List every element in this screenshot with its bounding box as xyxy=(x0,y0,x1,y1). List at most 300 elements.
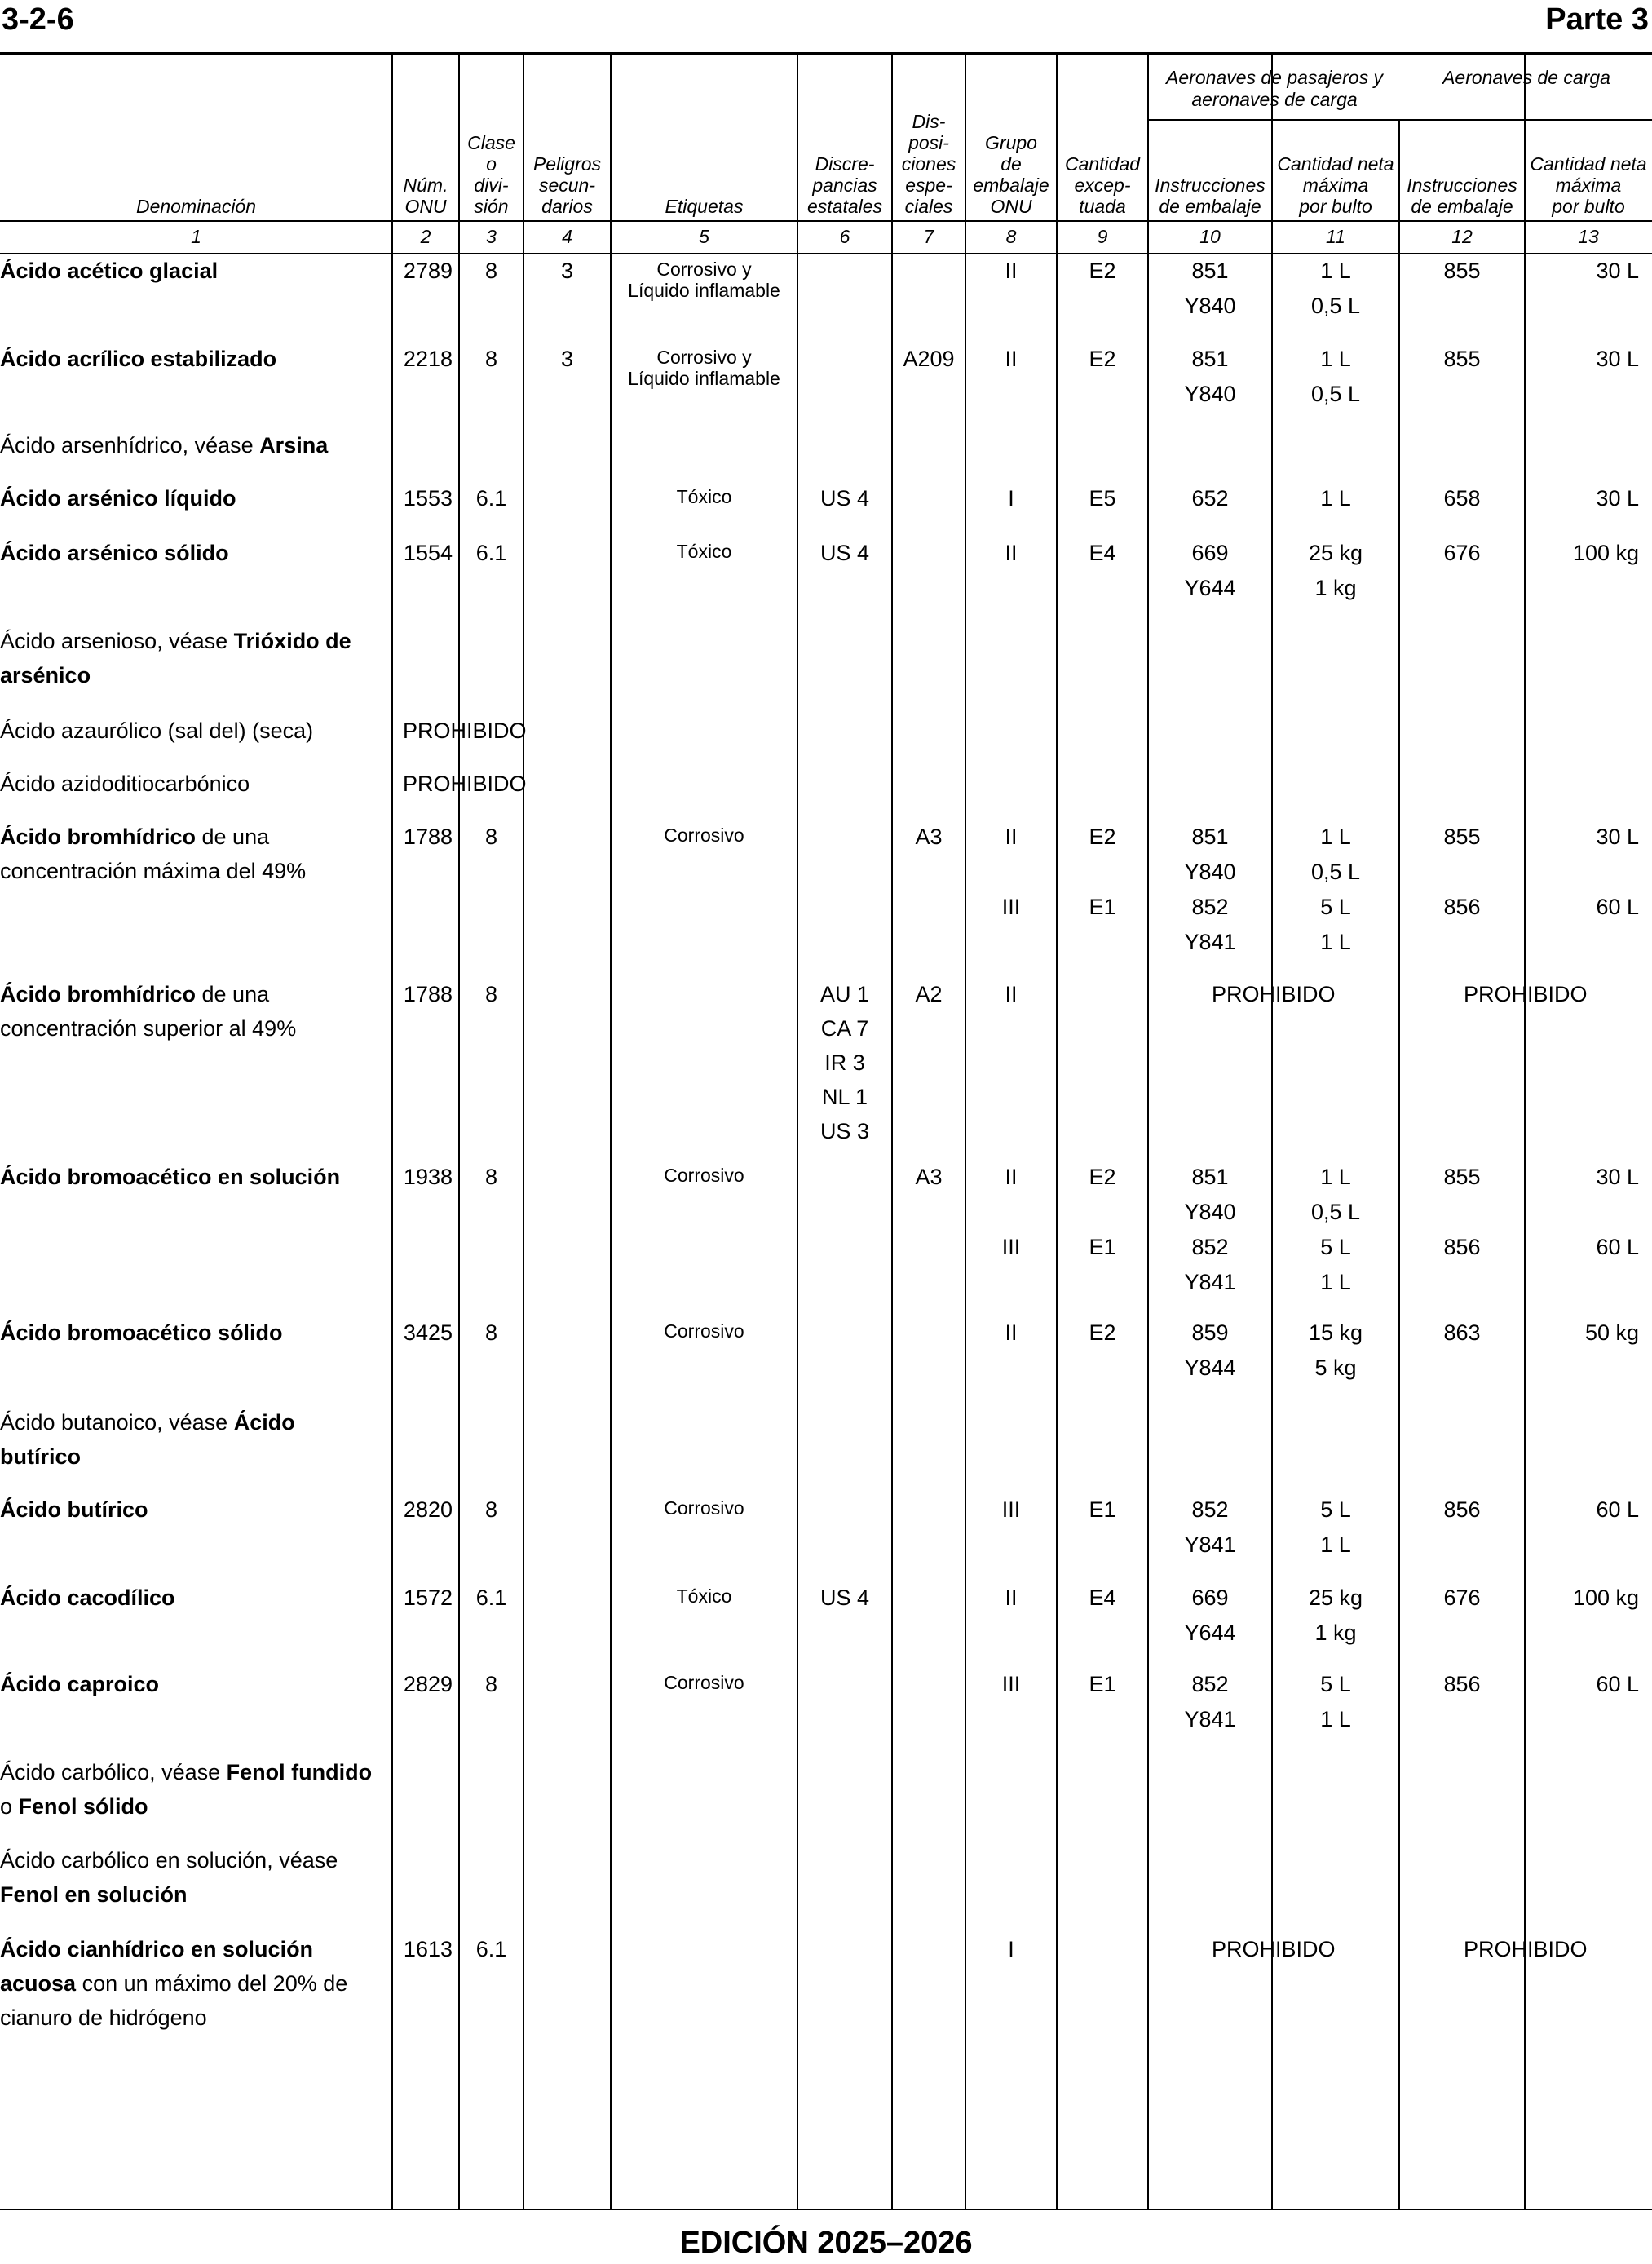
packing-group: III xyxy=(1001,895,1021,919)
excepted-quantity: E4 xyxy=(1089,1585,1116,1610)
substance-name-line xyxy=(0,1405,387,1439)
plain-text: cianuro de hidrógeno xyxy=(0,2005,207,2030)
un-number: 2829 xyxy=(403,1672,453,1696)
bold-text: Ácido caproico xyxy=(0,1672,160,1696)
passenger-packing-instruction: 652 xyxy=(1191,486,1229,511)
substance-name xyxy=(0,1316,387,1350)
column-heading xyxy=(892,111,965,217)
plain-text: Ácido butanoico, véase xyxy=(0,1410,234,1435)
passenger-max-quantity: 1 kg xyxy=(1314,576,1357,600)
column-heading-line: Grupo xyxy=(985,132,1037,153)
substance-name xyxy=(0,342,387,376)
substance-name-line xyxy=(0,1755,387,1789)
passenger-max-quantity: 1 kg xyxy=(1314,1621,1357,1645)
column-heading-line: Dis- xyxy=(912,111,946,132)
part-title: Parte 3 xyxy=(1545,2,1649,37)
cargo-forbidden-text: PROHIBIDO xyxy=(1464,1937,1588,1961)
hazard-label xyxy=(611,536,797,562)
column-heading xyxy=(1148,175,1272,217)
column-number: 8 xyxy=(1005,226,1017,247)
column-heading-line: Cantidad neta xyxy=(1530,153,1647,175)
plain-text: Ácido arsenioso, véase xyxy=(0,629,234,653)
column-heading-line: máxima xyxy=(1555,175,1622,196)
packing-group: II xyxy=(1005,1320,1018,1345)
column-heading xyxy=(523,153,611,217)
substance-name-line xyxy=(0,1667,387,1701)
passenger-packing-instruction: 852 xyxy=(1191,1235,1229,1259)
column-heading-line: sión xyxy=(474,196,509,217)
passenger-packing-instruction: 669 xyxy=(1191,1585,1229,1610)
column-divider xyxy=(523,55,524,2209)
column-heading-line: ciales xyxy=(904,196,953,217)
passenger-packing-instruction: 851 xyxy=(1191,259,1229,283)
column-heading xyxy=(965,132,1057,217)
substance-name-line xyxy=(0,536,387,570)
column-number: 9 xyxy=(1097,226,1108,247)
state-variation: AU 1 xyxy=(819,982,870,1006)
substance-name xyxy=(0,624,387,692)
passenger-packing-instruction: 852 xyxy=(1191,1497,1229,1522)
bold-text: Arsina xyxy=(259,433,329,458)
column-heading-line: tuada xyxy=(1079,196,1126,217)
passenger-max-quantity: 0,5 L xyxy=(1310,860,1361,884)
cargo-packing-instruction: 676 xyxy=(1443,1585,1481,1610)
substance-name xyxy=(0,428,387,462)
packing-group: I xyxy=(1008,486,1014,511)
passenger-packing-instruction: Y644 xyxy=(1184,1621,1236,1645)
bold-text: Ácido acrílico estabilizado xyxy=(0,347,277,371)
bold-text: Fenol sólido xyxy=(18,1794,148,1819)
hazard-label-line: Tóxico xyxy=(676,1585,732,1607)
cargo-packing-instruction: 856 xyxy=(1443,1497,1481,1522)
passenger-packing-instruction: Y840 xyxy=(1184,382,1236,406)
substance-name-line xyxy=(0,254,387,288)
column-heading-line: Núm. xyxy=(403,175,448,196)
cargo-packing-instruction: 855 xyxy=(1443,1165,1481,1189)
special-provision: A209 xyxy=(903,347,955,371)
passenger-aircraft-group-title: Aeronaves de pasajeros y aeronaves de carga xyxy=(1166,67,1383,110)
column-heading xyxy=(611,196,797,217)
special-provision: A3 xyxy=(915,825,943,849)
column-heading-line: pancias xyxy=(812,175,877,196)
column-number: 11 xyxy=(1326,226,1345,247)
column-number: 13 xyxy=(1578,226,1599,247)
substance-name-line xyxy=(0,342,387,376)
state-variation: US 3 xyxy=(819,1119,870,1143)
substance-name-line xyxy=(0,714,387,748)
passenger-packing-instruction: Y840 xyxy=(1184,860,1236,884)
bold-text: butírico xyxy=(0,1444,81,1469)
state-variation: IR 3 xyxy=(824,1050,865,1075)
substance-name-line xyxy=(0,1316,387,1350)
substance-name-line xyxy=(0,1966,387,2001)
passenger-max-quantity: 5 L xyxy=(1320,895,1351,919)
plain-text: Ácido azidoditiocarbónico xyxy=(0,772,250,796)
column-heading-line: Clase xyxy=(467,132,515,153)
substance-name-line xyxy=(0,1877,387,1912)
cargo-packing-instruction: 863 xyxy=(1443,1320,1481,1345)
cargo-max-quantity: 30 L xyxy=(1596,259,1639,283)
packing-group: II xyxy=(1005,541,1018,565)
bold-text: Ácido cacodílico xyxy=(0,1585,175,1610)
column-heading-line: Cantidad neta xyxy=(1277,153,1394,175)
column-divider xyxy=(391,55,393,2209)
special-provision: A2 xyxy=(915,982,943,1006)
passenger-max-quantity: 5 L xyxy=(1320,1672,1351,1696)
state-variation: NL 1 xyxy=(821,1085,868,1109)
column-number: 2 xyxy=(420,226,431,247)
excepted-quantity: E2 xyxy=(1089,825,1116,849)
bottom-rule xyxy=(0,2209,1652,2210)
excepted-quantity: E4 xyxy=(1089,541,1116,565)
substance-name xyxy=(0,820,387,888)
column-heading-line: ONU xyxy=(990,196,1032,217)
column-heading-line: por bulto xyxy=(1552,196,1625,217)
hazard-label xyxy=(611,1492,797,1519)
column-heading xyxy=(1057,153,1148,217)
class-division: 8 xyxy=(484,347,498,371)
excepted-quantity: E2 xyxy=(1089,347,1116,371)
hazard-label xyxy=(611,1581,797,1607)
substance-name-line xyxy=(0,481,387,515)
packing-group: II xyxy=(1005,259,1018,283)
substance-name-line xyxy=(0,624,387,658)
column-heading-line: de embalaje xyxy=(1159,196,1261,217)
passenger-packing-instruction: Y840 xyxy=(1184,1200,1236,1224)
packing-group: II xyxy=(1005,347,1018,371)
cargo-max-quantity: 60 L xyxy=(1596,1672,1639,1696)
excepted-quantity: E2 xyxy=(1089,1165,1116,1189)
substance-name-line xyxy=(0,1581,387,1615)
column-heading-line: posi- xyxy=(908,132,949,153)
passenger-forbidden-text: PROHIBIDO xyxy=(1212,1937,1336,1961)
plain-text: concentración máxima del 49% xyxy=(0,859,307,883)
group-divider-line xyxy=(1148,119,1652,121)
un-number: 1554 xyxy=(403,541,453,565)
bold-text: Fenol en solución xyxy=(0,1882,188,1907)
class-division: 8 xyxy=(484,982,498,1006)
column-heading-line: secun- xyxy=(538,175,596,196)
column-heading-line: ONU xyxy=(404,196,447,217)
substance-name xyxy=(0,977,387,1046)
bold-text: Ácido xyxy=(233,1410,295,1435)
cargo-max-quantity: 30 L xyxy=(1596,825,1639,849)
substance-name xyxy=(0,1932,387,2035)
un-number: 3425 xyxy=(403,1320,453,1345)
plain-text: Ácido carbólico, véase xyxy=(0,1760,227,1784)
substance-name-line xyxy=(0,1492,387,1527)
excepted-quantity: E2 xyxy=(1089,1320,1116,1345)
passenger-packing-instruction: 851 xyxy=(1191,1165,1229,1189)
passenger-max-quantity: 1 L xyxy=(1320,486,1351,511)
substance-name xyxy=(0,1581,387,1615)
column-heading-line: embalaje xyxy=(973,175,1049,196)
hazard-label xyxy=(611,1316,797,1342)
substance-name xyxy=(0,1667,387,1701)
forbidden-text: PROHIBIDO xyxy=(403,772,527,796)
hazard-label-line: Corrosivo y xyxy=(656,259,752,280)
cargo-max-quantity: 30 L xyxy=(1596,1165,1639,1189)
column-heading-line: Discre- xyxy=(815,153,875,175)
passenger-packing-instruction: Y844 xyxy=(1184,1355,1236,1380)
substance-name xyxy=(0,1843,387,1912)
column-number: 6 xyxy=(839,226,850,247)
passenger-max-quantity: 5 L xyxy=(1320,1497,1351,1522)
passenger-max-quantity: 1 L xyxy=(1320,259,1351,283)
hazard-label xyxy=(611,342,797,389)
substance-name-line xyxy=(0,977,387,1011)
passenger-packing-instruction: Y840 xyxy=(1184,294,1236,318)
substance-name-line xyxy=(0,658,387,692)
cargo-max-quantity: 60 L xyxy=(1596,895,1639,919)
column-divider xyxy=(1524,55,1526,2209)
column-heading-line: Denominación xyxy=(135,196,257,217)
column-divider xyxy=(458,55,460,2209)
substance-name xyxy=(0,1160,387,1194)
column-heading-line: darios xyxy=(541,196,593,217)
class-division: 6.1 xyxy=(475,486,507,511)
passenger-max-quantity: 1 L xyxy=(1320,1270,1351,1294)
substance-name-line xyxy=(0,854,387,888)
column-heading-line: de xyxy=(1000,153,1022,175)
passenger-packing-instruction: 669 xyxy=(1191,541,1229,565)
un-number: 2218 xyxy=(403,347,453,371)
top-rule xyxy=(0,52,1652,55)
forbidden-text: PROHIBIDO xyxy=(403,719,527,743)
passenger-max-quantity: 1 L xyxy=(1320,930,1351,954)
column-heading-line: divi- xyxy=(474,175,509,196)
class-division: 8 xyxy=(484,825,498,849)
hazard-label-line: Corrosivo xyxy=(664,1672,744,1693)
bold-text: Ácido bromhídrico xyxy=(0,982,197,1006)
passenger-max-quantity: 1 L xyxy=(1320,1532,1351,1557)
passenger-packing-instruction: 851 xyxy=(1191,347,1229,371)
bold-text: Fenol fundido xyxy=(226,1760,373,1784)
hazard-label xyxy=(611,1160,797,1186)
packing-group: II xyxy=(1005,982,1018,1006)
column-heading-line: máxima xyxy=(1302,175,1369,196)
bold-text: Ácido bromoacético sólido xyxy=(0,1320,283,1345)
cargo-packing-instruction: 658 xyxy=(1443,486,1481,511)
substance-name-line xyxy=(0,767,387,801)
column-heading xyxy=(797,153,892,217)
bold-text: Ácido cianhídrico en solución xyxy=(0,1937,314,1961)
column-heading xyxy=(392,175,459,217)
cargo-packing-instruction: 856 xyxy=(1443,1672,1481,1696)
passenger-max-quantity: 1 L xyxy=(1320,1707,1351,1731)
column-number: 7 xyxy=(923,226,934,247)
passenger-max-quantity: 0,5 L xyxy=(1310,382,1361,406)
excepted-quantity: E1 xyxy=(1089,1497,1116,1522)
column-heading-line: ciones xyxy=(901,153,956,175)
passenger-max-quantity: 0,5 L xyxy=(1310,1200,1361,1224)
substance-name-line xyxy=(0,1932,387,1966)
hazard-label xyxy=(611,820,797,846)
passenger-packing-instruction: 859 xyxy=(1191,1320,1229,1345)
state-variation: CA 7 xyxy=(820,1016,869,1041)
hazard-label-line: Corrosivo xyxy=(664,825,744,846)
section-number: 3-2-6 xyxy=(2,2,74,37)
plain-text: Ácido azaurólico (sal del) (seca) xyxy=(0,719,314,743)
column-number: 1 xyxy=(191,226,201,247)
state-variation: US 4 xyxy=(819,486,870,511)
column-heading-line: o xyxy=(486,153,497,175)
un-number: 1788 xyxy=(403,825,453,849)
substance-name-line xyxy=(0,2001,387,2035)
cargo-max-quantity: 100 kg xyxy=(1572,541,1639,565)
hazard-label-line: Líquido inflamable xyxy=(628,368,780,389)
substance-name-line xyxy=(0,1011,387,1046)
column-number: 12 xyxy=(1451,226,1473,247)
un-number: 1788 xyxy=(403,982,453,1006)
class-division: 8 xyxy=(484,1320,498,1345)
un-number: 1553 xyxy=(403,486,453,511)
bold-text: acuosa xyxy=(0,1971,77,1996)
passenger-forbidden-text: PROHIBIDO xyxy=(1212,982,1336,1006)
hazard-label-line: Corrosivo xyxy=(664,1497,744,1519)
un-number: 1613 xyxy=(403,1937,453,1961)
hazard-label-line: Líquido inflamable xyxy=(628,280,780,301)
state-variation: US 4 xyxy=(819,541,870,565)
packing-group: III xyxy=(1001,1672,1021,1696)
column-divider xyxy=(1056,55,1058,2209)
hazard-label-line: Corrosivo xyxy=(664,1320,744,1342)
plain-text: o xyxy=(0,1794,19,1819)
hazard-label-line: Tóxico xyxy=(676,486,732,507)
passenger-max-quantity: 5 L xyxy=(1320,1235,1351,1259)
packing-group: II xyxy=(1005,825,1018,849)
bold-text: Ácido bromhídrico xyxy=(0,825,197,849)
bold-text: Trióxido de xyxy=(233,629,351,653)
class-division: 6.1 xyxy=(475,1937,507,1961)
column-divider xyxy=(965,55,966,2209)
edition-footer: EDICIÓN 2025–2026 xyxy=(679,2226,973,2260)
packing-group: II xyxy=(1005,1585,1018,1610)
plain-text: de una xyxy=(196,982,270,1006)
packing-group: I xyxy=(1008,1937,1014,1961)
column-heading-line: Peligros xyxy=(532,153,602,175)
substance-name xyxy=(0,767,387,801)
hazard-label xyxy=(611,254,797,301)
passenger-packing-instruction: Y841 xyxy=(1184,930,1236,954)
column-heading xyxy=(459,132,523,217)
excepted-quantity: E5 xyxy=(1089,486,1116,511)
column-heading-line: estatales xyxy=(806,196,883,217)
passenger-max-quantity: 25 kg xyxy=(1308,541,1363,565)
cargo-forbidden-text: PROHIBIDO xyxy=(1464,982,1588,1006)
class-division: 8 xyxy=(484,1672,498,1696)
cargo-packing-instruction: 856 xyxy=(1443,895,1481,919)
bold-text: Ácido butírico xyxy=(0,1497,148,1522)
substance-name xyxy=(0,254,387,288)
plain-text: de una xyxy=(196,825,270,849)
hazard-label-line: Corrosivo xyxy=(664,1165,744,1186)
passenger-packing-instruction: 852 xyxy=(1191,1672,1229,1696)
column-heading xyxy=(1399,175,1525,217)
special-provision: A3 xyxy=(915,1165,943,1189)
substance-name-line xyxy=(0,1843,387,1877)
passenger-max-quantity: 1 L xyxy=(1320,825,1351,849)
cargo-max-quantity: 30 L xyxy=(1596,486,1639,511)
bold-text: Ácido arsénico sólido xyxy=(0,541,229,565)
substance-name-line xyxy=(0,820,387,854)
passenger-packing-instruction: Y644 xyxy=(1184,576,1236,600)
passenger-max-quantity: 0,5 L xyxy=(1310,294,1361,318)
column-heading-line: por bulto xyxy=(1299,196,1372,217)
passenger-max-quantity: 25 kg xyxy=(1308,1585,1363,1610)
un-number: 1572 xyxy=(403,1585,453,1610)
column-heading-line: Instrucciones xyxy=(1407,175,1517,196)
class-division: 8 xyxy=(484,1165,498,1189)
passenger-packing-instruction: Y841 xyxy=(1184,1707,1236,1731)
column-heading xyxy=(1272,153,1399,217)
substance-name xyxy=(0,1755,387,1824)
passenger-packing-instruction: 852 xyxy=(1191,895,1229,919)
substance-name-line xyxy=(0,1160,387,1194)
class-division: 8 xyxy=(484,1497,498,1522)
column-number: 10 xyxy=(1199,226,1221,247)
cargo-max-quantity: 60 L xyxy=(1596,1235,1639,1259)
substance-name-line xyxy=(0,1439,387,1474)
substance-name xyxy=(0,481,387,515)
bold-text: arsénico xyxy=(0,663,91,688)
substance-name xyxy=(0,1405,387,1474)
cargo-aircraft-group-title: Aeronaves de carga xyxy=(1442,67,1610,88)
excepted-quantity: E1 xyxy=(1089,1235,1116,1259)
cargo-packing-instruction: 855 xyxy=(1443,259,1481,283)
packing-group: III xyxy=(1001,1235,1021,1259)
passenger-packing-instruction: Y841 xyxy=(1184,1270,1236,1294)
header-bottom-line xyxy=(0,220,1652,222)
substance-name-line xyxy=(0,428,387,462)
column-heading-line: espe- xyxy=(905,175,952,196)
column-number: 4 xyxy=(562,226,572,247)
excepted-quantity: E2 xyxy=(1089,259,1116,283)
plain-text: Ácido carbólico en solución, véase xyxy=(0,1848,338,1873)
bold-text: Ácido bromoacético en solución xyxy=(0,1165,341,1189)
plain-text: con un máximo del 20% de xyxy=(76,1971,348,1996)
bold-text: Ácido arsénico líquido xyxy=(0,486,236,511)
cargo-max-quantity: 60 L xyxy=(1596,1497,1639,1522)
cargo-packing-instruction: 676 xyxy=(1443,541,1481,565)
column-number: 5 xyxy=(699,226,709,247)
state-variation: US 4 xyxy=(819,1585,870,1610)
passenger-max-quantity: 5 kg xyxy=(1314,1355,1357,1380)
class-division: 8 xyxy=(484,259,498,283)
cargo-max-quantity: 100 kg xyxy=(1572,1585,1639,1610)
column-heading-line: Cantidad xyxy=(1064,153,1141,175)
subsidiary-hazard: 3 xyxy=(560,259,574,283)
passenger-max-quantity: 1 L xyxy=(1320,1165,1351,1189)
un-number: 1938 xyxy=(403,1165,453,1189)
column-heading-line: de embalaje xyxy=(1411,196,1513,217)
plain-text: concentración superior al 49% xyxy=(0,1016,297,1041)
substance-name xyxy=(0,536,387,570)
cargo-packing-instruction: 855 xyxy=(1443,347,1481,371)
hazard-label xyxy=(611,481,797,507)
hazard-label xyxy=(611,1667,797,1693)
packing-group: III xyxy=(1001,1497,1021,1522)
passenger-packing-instruction: 851 xyxy=(1191,825,1229,849)
cargo-packing-instruction: 856 xyxy=(1443,1235,1481,1259)
hazard-label-line: Corrosivo y xyxy=(656,347,752,368)
un-number: 2789 xyxy=(403,259,453,283)
excepted-quantity: E1 xyxy=(1089,1672,1116,1696)
passenger-max-quantity: 1 L xyxy=(1320,347,1351,371)
cargo-packing-instruction: 855 xyxy=(1443,825,1481,849)
bold-text: Ácido acético glacial xyxy=(0,259,219,283)
column-number: 3 xyxy=(486,226,497,247)
